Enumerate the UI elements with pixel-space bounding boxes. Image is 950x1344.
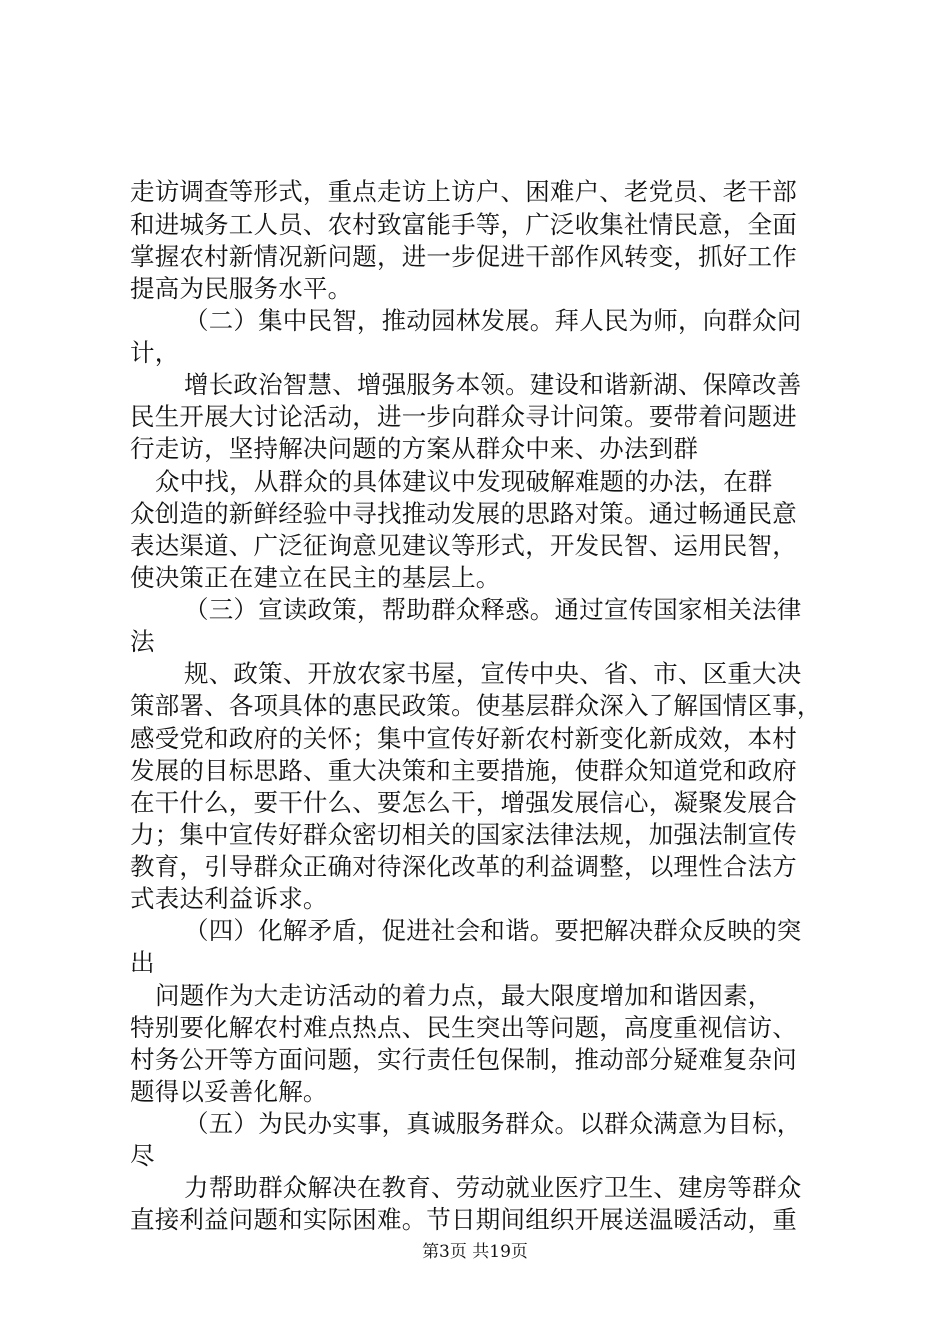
text-line: 掌握农村新情况新问题，进一步促进干部作风转变，抓好工作	[130, 242, 797, 271]
page-number-footer: 第3页 共19页	[422, 1242, 528, 1262]
text-line: 尽	[130, 1141, 155, 1170]
text-line: 使决策正在建立在民主的基层上。	[130, 563, 501, 592]
text-line: 众创造的新鲜经验中寻找推动发展的思路对策。通过畅通民意	[130, 499, 797, 528]
text-line: 特别要化解农村难点热点、民生突出等问题，高度重视信访、	[130, 1013, 797, 1042]
text-line: 发展的目标思路、重大决策和主要措施，使群众知道党和政府	[130, 756, 797, 785]
section-heading-line: （三）宣读政策，帮助群众释惑。通过宣传国家相关法律	[184, 595, 802, 624]
section-heading-line: （二）集中民智，推动园林发展。拜人民为师，向群众问	[184, 306, 802, 335]
text-line: 走访调查等形式，重点走访上访户、困难户、老党员、老干部	[130, 177, 797, 206]
text-line: 出	[130, 948, 155, 977]
text-line: 表达渠道、广泛征询意见建议等形式，开发民智、运用民智，	[130, 531, 797, 560]
text-line: 规、政策、开放农家书屋，宣传中央、省、市、区重大决	[184, 659, 802, 688]
text-line: 计，	[130, 338, 180, 367]
text-line: 民生开展大讨论活动，进一步向群众寻计问策。要带着问题进	[130, 402, 797, 431]
text-line: 式表达利益诉求。	[130, 884, 328, 913]
text-line: 力；集中宣传好群众密切相关的国家法律法规，加强法制宣传	[130, 820, 797, 849]
text-line: 和进城务工人员、农村致富能手等，广泛收集社情民意，全面	[130, 210, 797, 239]
section-heading-line: （五）为民办实事，真诚服务群众。以群众满意为目标，	[184, 1109, 802, 1138]
section-heading-line: （四）化解矛盾，促进社会和谐。要把解决群众反映的突	[184, 916, 802, 945]
text-line: 问题作为大走访活动的着力点，最大限度增加和谐因素，	[155, 981, 773, 1010]
text-line: 增长政治智慧、增强服务本领。建设和谐新湖、保障改善	[184, 370, 802, 399]
text-line: 法	[130, 627, 155, 656]
text-line: 众中找，从群众的具体建议中发现破解难题的办法，在群	[155, 467, 773, 496]
text-line: 力帮助群众解决在教育、劳动就业医疗卫生、建房等群众	[184, 1173, 802, 1202]
text-line: 在干什么，要干什么、要怎么干，增强发展信心，凝聚发展合	[130, 788, 797, 817]
text-line: 村务公开等方面问题，实行责任包保制，推动部分疑难复杂问	[130, 1045, 797, 1074]
text-line: 教育，引导群众正确对待深化改革的利益调整，以理性合法方	[130, 852, 797, 881]
text-line: 感受党和政府的关怀；集中宣传好新农村新变化新成效，本村	[130, 724, 797, 753]
text-line: 提高为民服务水平。	[130, 274, 353, 303]
text-line: 题得以妥善化解。	[130, 1077, 328, 1106]
text-line: 策部署、各项具体的惠民政策。使基层群众深入了解国情区事，	[130, 691, 822, 720]
text-line: 直接利益问题和实际困难。节日期间组织开展送温暖活动，重	[130, 1205, 797, 1234]
text-line: 行走访，坚持解决问题的方案从群众中来、办法到群	[130, 434, 699, 463]
